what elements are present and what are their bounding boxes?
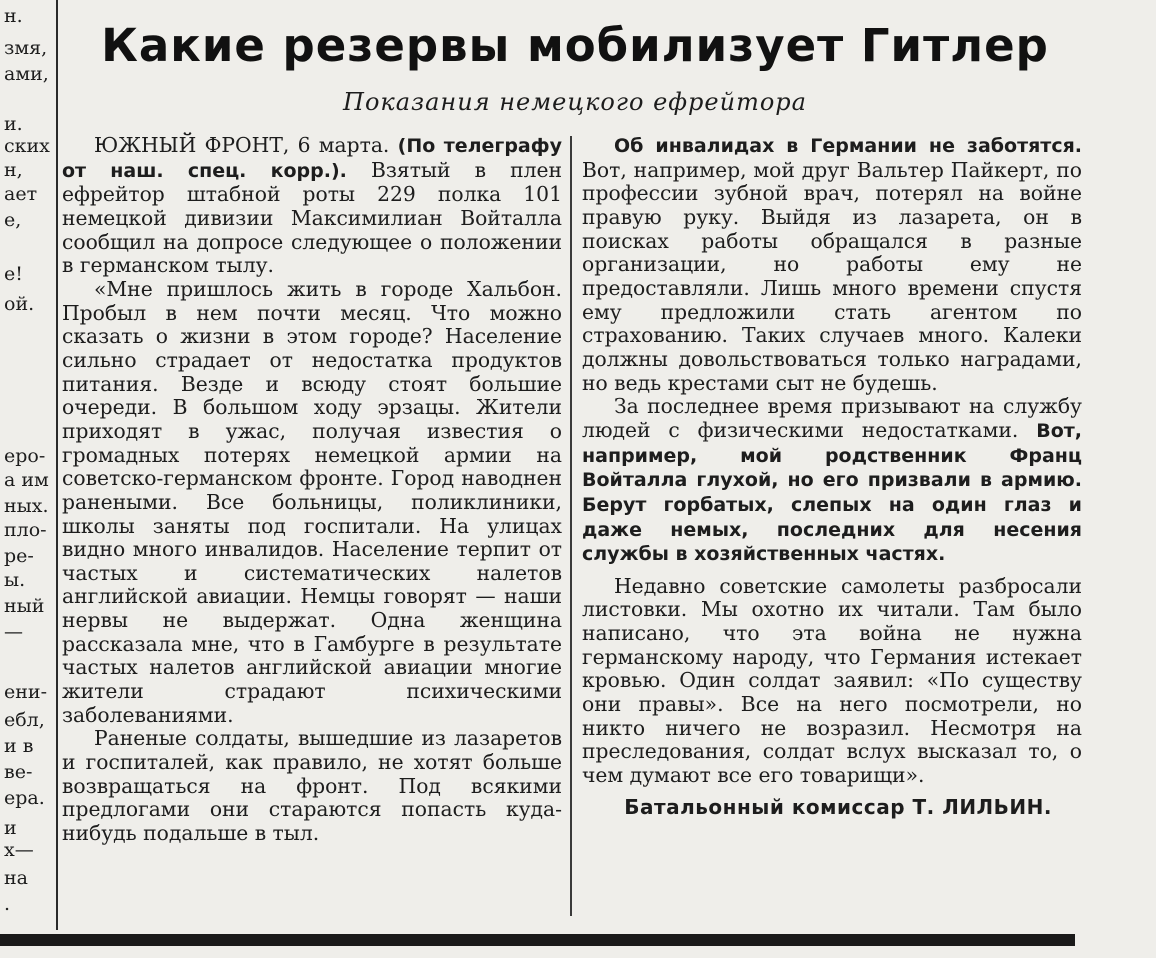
left-fragment: ы.	[4, 569, 26, 591]
left-fragment: н,	[4, 159, 23, 181]
article-paragraph: Недавно советские самолеты разбросали листовки. Мы охотно их читали. Там было написано, что эта война не нужна германскому народу, что Германия истекает кровью. Один солдат заявил: «По существу они правы». Все на него посмотрели, но никто ничего не возразил. Несмотря на преследования, солдат вслух высказал то, о чем думают все его товарищи».	[582, 573, 1082, 788]
bold-lead: Об инвалидах в Германии не заботятся.	[614, 135, 1082, 157]
left-fragment: ных.	[4, 495, 49, 517]
paragraph-text: За последнее время призывают на службу людей с физическими недостатками.	[582, 394, 1082, 442]
left-fragment: .	[4, 893, 11, 915]
dateline: ЮЖНЫЙ ФРОНТ, 6 марта.	[94, 133, 390, 157]
article-column-left	[62, 134, 562, 846]
left-fragment: н.	[4, 5, 23, 27]
article-paragraph: Раненые солдаты, вышедшие из лазаретов и госпиталей, как правило, не хотят больше возвращаться на фронт. Под всякими предлогами они стараются попасть куда-нибудь подальше в тыл.	[62, 726, 562, 846]
left-fragment: на	[4, 867, 28, 889]
left-fragment: а им	[4, 469, 49, 491]
article-paragraph	[62, 134, 562, 278]
left-fragment: е!	[4, 263, 23, 285]
article-headline: Какие резервы мобилизует Гитлер	[101, 19, 1049, 72]
left-fragment: ре-	[4, 545, 34, 567]
article-paragraph: «Мне пришлось жить в городе Хальбон. Пробыл в нем почти месяц. Что можно сказать о жизни в этом городе? Население сильно страдает от недостатка продуктов питания. Везде и всюду стоят большие очереди. В большом ходу эрзацы. Жители приходят в ужас, получая известия о громадных потерях немецкой армии на советско-германском фронте. Город наводнен ранеными. Все больницы, поликлиники, школы заняты под госпитали. На улицах видно много инвалидов. Население терпит от частых и систематических налетов английской авиации. Немцы говорят — наши нервы не выдержат. Одна женщина рассказала мне, что в Гамбурге в результате частых налетов английской авиации многие жители страдают психическими заболеваниями.	[62, 276, 562, 727]
bold-passage: Вот, например, мой родственник Франц Войталла глухой, но его призвали в армию. Берут горбатых, слепых на один глаз и даже немых, последних для несения службы в хозяйственных частях.	[582, 419, 1082, 566]
left-fragment: и.	[4, 113, 23, 135]
left-fragment: х—	[4, 839, 34, 861]
column-divider	[570, 136, 572, 916]
column-rule	[56, 0, 58, 930]
left-fragment: е,	[4, 209, 22, 231]
author-signature: Батальонный комиссар Т. ЛИЛЬИН.	[624, 794, 1052, 819]
source-credit: (По телеграфу от наш. спец. корр.).	[62, 135, 562, 182]
article-subtitle: Показания немецкого ефрейтора	[343, 88, 807, 116]
article-paragraph	[582, 395, 1082, 567]
left-fragment: ный	[4, 595, 45, 617]
lead-text: Взятый в плен ефрейтор штабной роты 229 полка 101 немецкой дивизии Максимилиан Войталла сообщил на допросе следующее о положении в германском тылу.	[62, 157, 562, 278]
left-fragment: ве-	[4, 761, 33, 783]
left-fragment: ени-	[4, 681, 47, 703]
left-fragment: ами,	[4, 63, 49, 85]
left-fragment: ских	[4, 135, 50, 157]
left-fragment: ает	[4, 183, 38, 205]
left-fragment: и в	[4, 735, 34, 757]
bottom-rule	[0, 934, 1075, 946]
paragraph-text: Вот, например, мой друг Вальтер Пайкерт, по профессии зубной врач, потерял на войне правую руку. Выйдя из лазарета, он в поисках работы обращался в разные организации, но работы ему не предоставляли. Лишь много времени спустя ему предложили стать агентом по страхованию. Таких случаев много. Калеки должны довольствоваться только наградами, но ведь крестами сыт не будешь.	[582, 157, 1082, 395]
left-fragment: ебл,	[4, 709, 45, 731]
left-fragment: —	[4, 621, 23, 643]
article-column-right	[582, 134, 1082, 819]
left-fragment: еро-	[4, 445, 46, 467]
adjacent-column-fragment	[0, 0, 54, 930]
left-fragment: змя,	[4, 37, 48, 59]
article-paragraph	[582, 134, 1082, 395]
left-fragment: ой.	[4, 293, 35, 315]
left-fragment: пло-	[4, 519, 47, 541]
left-fragment: и	[4, 817, 17, 839]
left-fragment: ера.	[4, 787, 45, 809]
